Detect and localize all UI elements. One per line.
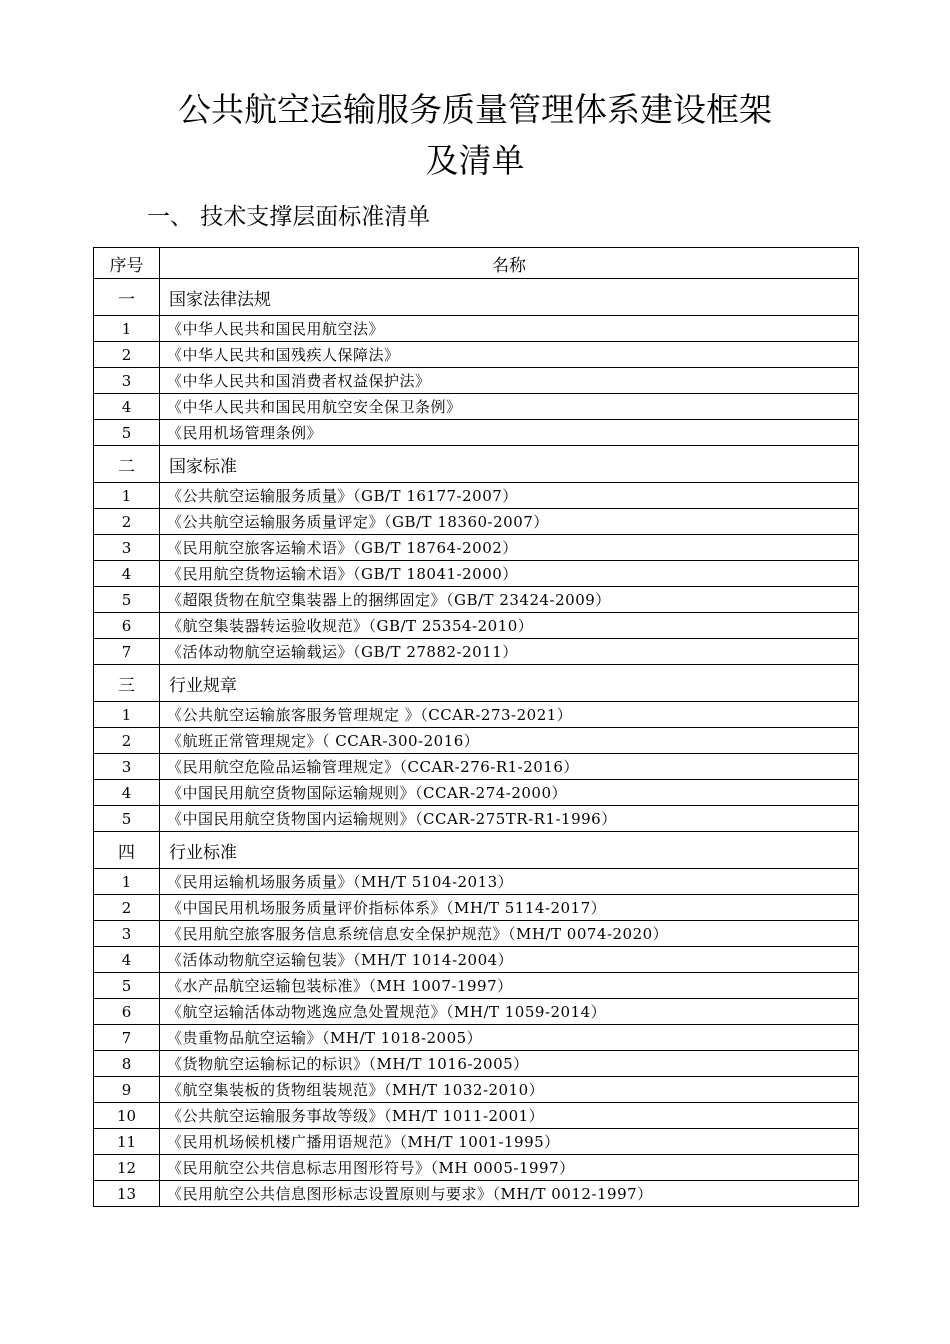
row-number: 3 xyxy=(94,535,160,561)
row-standard-name: 《中国民用航空货物国际运输规则》（CCAR-274-2000） xyxy=(160,780,859,806)
category-number: 三 xyxy=(94,665,160,702)
table-row xyxy=(94,394,859,420)
row-standard-name: 《公共航空运输服务质量》（GB/T 16177-2007） xyxy=(160,483,859,509)
table-row xyxy=(94,1051,859,1077)
table-row xyxy=(94,973,859,999)
table-row xyxy=(94,613,859,639)
category-row xyxy=(94,446,859,483)
row-standard-name: 《航空集装器转运验收规范》（GB/T 25354-2010） xyxy=(160,613,859,639)
table-row xyxy=(94,999,859,1025)
row-standard-name: 《水产品航空运输包装标准》（MH 1007-1997） xyxy=(160,973,859,999)
document-title-line-1: 公共航空运输服务质量管理体系建设框架 xyxy=(178,90,772,129)
row-number: 2 xyxy=(94,728,160,754)
row-standard-name: 《公共航空运输旅客服务管理规定 》（CCAR-273-2021） xyxy=(160,702,859,728)
row-standard-name: 《贵重物品航空运输》（MH/T 1018-2005） xyxy=(160,1025,859,1051)
table-row xyxy=(94,947,859,973)
row-standard-name: 《货物航空运输标记的标识》（MH/T 1016-2005） xyxy=(160,1051,859,1077)
section-heading: 一、 技术支撑层面标准清单 xyxy=(147,204,431,230)
row-number: 1 xyxy=(94,316,160,342)
row-standard-name: 《民用航空旅客运输术语》（GB/T 18764-2002） xyxy=(160,535,859,561)
row-number: 12 xyxy=(94,1155,160,1181)
table-row xyxy=(94,561,859,587)
table-row xyxy=(94,639,859,665)
category-row xyxy=(94,665,859,702)
row-number: 6 xyxy=(94,999,160,1025)
category-name: 国家标准 xyxy=(160,446,859,483)
row-standard-name: 《航班正常管理规定》（ CCAR-300-2016） xyxy=(160,728,859,754)
table-row xyxy=(94,702,859,728)
table-row xyxy=(94,1129,859,1155)
row-standard-name: 《民用航空公共信息图形标志设置原则与要求》（MH/T 0012-1997） xyxy=(160,1181,859,1207)
standards-table-body xyxy=(94,248,859,1207)
row-number: 13 xyxy=(94,1181,160,1207)
table-row xyxy=(94,483,859,509)
row-number: 1 xyxy=(94,483,160,509)
row-number: 4 xyxy=(94,561,160,587)
table-row xyxy=(94,1025,859,1051)
row-standard-name: 《民用机场候机楼广播用语规范》（MH/T 1001-1995） xyxy=(160,1129,859,1155)
row-number: 9 xyxy=(94,1077,160,1103)
row-standard-name: 《航空运输活体动物逃逸应急处置规范》（MH/T 1059-2014） xyxy=(160,999,859,1025)
table-row xyxy=(94,535,859,561)
row-standard-name: 《民用航空公共信息标志用图形符号》（MH 0005-1997） xyxy=(160,1155,859,1181)
row-number: 3 xyxy=(94,921,160,947)
table-row xyxy=(94,1103,859,1129)
row-standard-name: 《活体动物航空运输包装》（MH/T 1014-2004） xyxy=(160,947,859,973)
header-name: 名称 xyxy=(160,248,859,279)
header-serial-number: 序号 xyxy=(94,248,160,279)
row-number: 7 xyxy=(94,639,160,665)
table-row xyxy=(94,368,859,394)
table-header-row xyxy=(94,248,859,279)
row-standard-name: 《公共航空运输服务事故等级》（MH/T 1011-2001） xyxy=(160,1103,859,1129)
document-title-line-2: 及清单 xyxy=(425,141,525,180)
category-name: 国家法律法规 xyxy=(160,279,859,316)
table-row xyxy=(94,587,859,613)
row-number: 2 xyxy=(94,509,160,535)
row-standard-name: 《民用航空危险品运输管理规定》（CCAR-276-R1-2016） xyxy=(160,754,859,780)
category-row xyxy=(94,832,859,869)
row-standard-name: 《活体动物航空运输载运》（GB/T 27882-2011） xyxy=(160,639,859,665)
table-row xyxy=(94,420,859,446)
row-number: 7 xyxy=(94,1025,160,1051)
row-number: 3 xyxy=(94,368,160,394)
category-number: 一 xyxy=(94,279,160,316)
row-standard-name: 《中华人民共和国民用航空安全保卫条例》 xyxy=(160,394,859,420)
category-number: 四 xyxy=(94,832,160,869)
table-row xyxy=(94,509,859,535)
category-number: 二 xyxy=(94,446,160,483)
table-row xyxy=(94,1077,859,1103)
row-number: 1 xyxy=(94,869,160,895)
row-standard-name: 《中华人民共和国民用航空法》 xyxy=(160,316,859,342)
row-standard-name: 《民用航空货物运输术语》（GB/T 18041-2000） xyxy=(160,561,859,587)
row-standard-name: 《中国民用航空货物国内运输规则》（CCAR-275TR-R1-1996） xyxy=(160,806,859,832)
row-standard-name: 《民用运输机场服务质量》（MH/T 5104-2013） xyxy=(160,869,859,895)
table-row xyxy=(94,895,859,921)
row-standard-name: 《公共航空运输服务质量评定》（GB/T 18360-2007） xyxy=(160,509,859,535)
table-row xyxy=(94,869,859,895)
row-standard-name: 《超限货物在航空集装器上的捆绑固定》（GB/T 23424-2009） xyxy=(160,587,859,613)
category-row xyxy=(94,279,859,316)
row-number: 8 xyxy=(94,1051,160,1077)
table-row xyxy=(94,1155,859,1181)
row-number: 5 xyxy=(94,806,160,832)
row-standard-name: 《中华人民共和国消费者权益保护法》 xyxy=(160,368,859,394)
table-row xyxy=(94,921,859,947)
category-name: 行业规章 xyxy=(160,665,859,702)
row-standard-name: 《航空集装板的货物组装规范》（MH/T 1032-2010） xyxy=(160,1077,859,1103)
row-number: 4 xyxy=(94,780,160,806)
table-row xyxy=(94,316,859,342)
row-number: 10 xyxy=(94,1103,160,1129)
table-row xyxy=(94,728,859,754)
table-row xyxy=(94,342,859,368)
table-row xyxy=(94,780,859,806)
row-standard-name: 《民用航空旅客服务信息系统信息安全保护规范》（MH/T 0074-2020） xyxy=(160,921,859,947)
category-name: 行业标准 xyxy=(160,832,859,869)
row-number: 5 xyxy=(94,420,160,446)
row-number: 4 xyxy=(94,394,160,420)
row-standard-name: 《中华人民共和国残疾人保障法》 xyxy=(160,342,859,368)
row-number: 3 xyxy=(94,754,160,780)
row-number: 6 xyxy=(94,613,160,639)
row-number: 5 xyxy=(94,587,160,613)
row-number: 4 xyxy=(94,947,160,973)
table-row xyxy=(94,806,859,832)
table-row xyxy=(94,1181,859,1207)
row-number: 11 xyxy=(94,1129,160,1155)
row-standard-name: 《中国民用机场服务质量评价指标体系》（MH/T 5114-2017） xyxy=(160,895,859,921)
row-number: 2 xyxy=(94,342,160,368)
row-number: 5 xyxy=(94,973,160,999)
table-row xyxy=(94,754,859,780)
row-number: 1 xyxy=(94,702,160,728)
standards-table xyxy=(93,247,859,1207)
row-number: 2 xyxy=(94,895,160,921)
row-standard-name: 《民用机场管理条例》 xyxy=(160,420,859,446)
